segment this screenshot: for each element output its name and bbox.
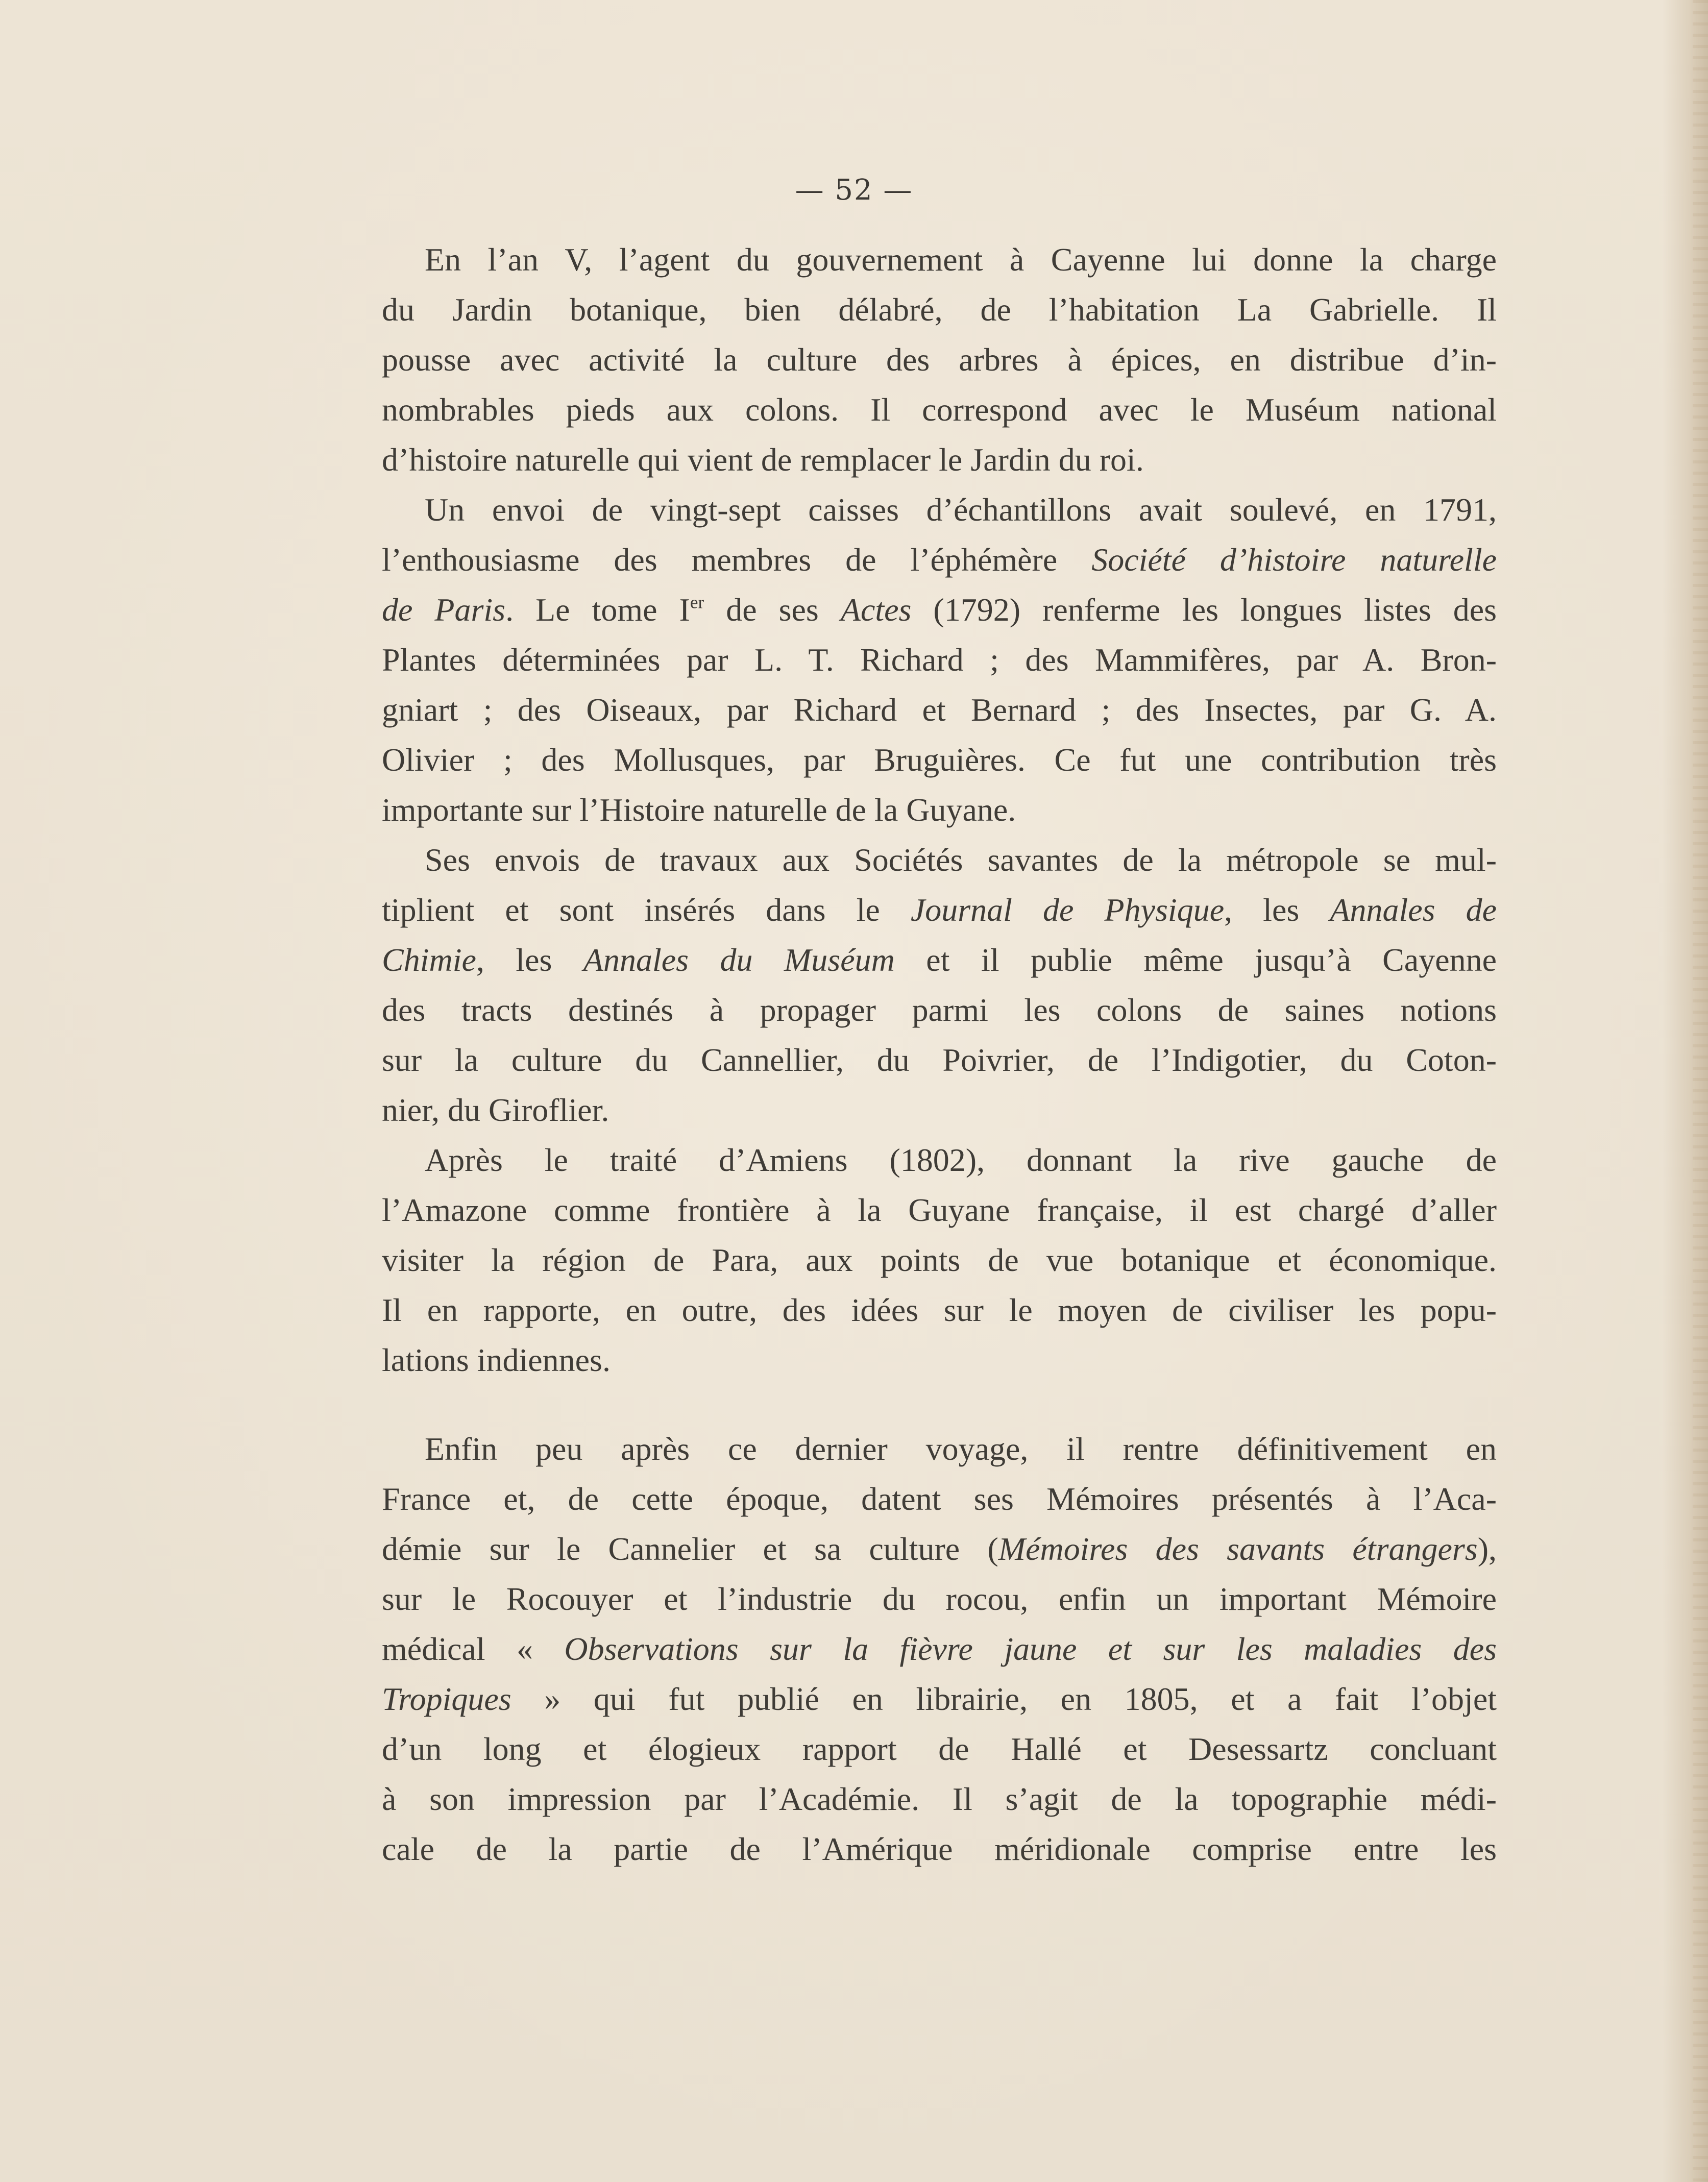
text-line bbox=[382, 685, 1497, 735]
text-line bbox=[382, 1424, 1497, 1474]
text-run: Plantes déterminées par L. T. Richard ; des Mammifères, par A. Bron- bbox=[382, 642, 1497, 678]
text-line bbox=[382, 1674, 1497, 1724]
text-run: tiplient et sont insérés dans le bbox=[382, 892, 911, 928]
text-run: et il publie même jusqu’à Cayenne bbox=[894, 942, 1497, 978]
text-run: Ses envois de travaux aux Sociétés savantes de la métropole se mul- bbox=[425, 842, 1497, 878]
text-run: visiter la région de Para, aux points de vue botanique et économique. bbox=[382, 1242, 1497, 1278]
text-line bbox=[382, 935, 1497, 985]
italic-title: Mémoires des savants étrangers bbox=[998, 1531, 1478, 1567]
paragraph bbox=[382, 1135, 1497, 1385]
text-line bbox=[382, 785, 1497, 835]
text-run: France et, de cette époque, datent ses Mémoires présentés à l’Aca- bbox=[382, 1481, 1497, 1517]
text-run: démie sur le Cannelier et sa culture ( bbox=[382, 1531, 998, 1567]
italic-title: Annales de bbox=[1330, 892, 1497, 928]
paragraph bbox=[382, 1424, 1497, 1874]
text-run: d’histoire naturelle qui vient de remplacer le Jardin du roi. bbox=[382, 442, 1144, 478]
text-run: nombrables pieds aux colons. Il correspond avec le Muséum national bbox=[382, 391, 1497, 428]
text-line bbox=[382, 1185, 1497, 1235]
text-run: nier, du Giroflier. bbox=[382, 1092, 609, 1128]
text-run: pousse avec activité la culture des arbres à épices, en distribue d’in- bbox=[382, 341, 1497, 378]
text-section-1 bbox=[382, 235, 1497, 1385]
text-run: gniart ; des Oiseaux, par Richard et Bernard ; des Insectes, par G. A. bbox=[382, 692, 1497, 728]
text-line bbox=[382, 585, 1497, 635]
text-run: de ses bbox=[704, 592, 841, 628]
text-run: En l’an V, l’agent du gouvernement à Cayenne lui donne la charge bbox=[425, 241, 1497, 278]
text-line bbox=[382, 435, 1497, 485]
text-line bbox=[382, 1235, 1497, 1285]
text-line bbox=[382, 1574, 1497, 1624]
text-run: . Le tome I bbox=[505, 592, 690, 628]
text-line bbox=[382, 1724, 1497, 1774]
text-line bbox=[382, 1085, 1497, 1135]
text-run: Il en rapporte, en outre, des idées sur le moyen de civiliser les popu- bbox=[382, 1292, 1497, 1328]
text-run: Olivier ; des Mollusques, par Bruguières. Ce fut une contribution très bbox=[382, 742, 1497, 778]
text-run: Enfin peu après ce dernier voyage, il rentre définitivement en bbox=[425, 1431, 1497, 1467]
italic-title: Annales du Muséum bbox=[583, 942, 895, 978]
text-line bbox=[382, 1624, 1497, 1674]
text-section-2 bbox=[382, 1424, 1497, 1874]
italic-title: Société d’histoire naturelle bbox=[1091, 542, 1497, 578]
text-run: importante sur l’Histoire naturelle de la Guyane. bbox=[382, 792, 1016, 828]
text-run: l’enthousiasme des membres de l’éphémère bbox=[382, 542, 1092, 578]
text-line bbox=[382, 485, 1497, 535]
text-line bbox=[382, 535, 1497, 585]
text-run: d’un long et élogieux rapport de Hallé et Desessartz concluant bbox=[382, 1731, 1497, 1767]
text-run: l’Amazone comme frontière à la Guyane française, il est chargé d’aller bbox=[382, 1192, 1497, 1228]
superscript: er bbox=[690, 592, 704, 612]
italic-title: Observations sur la fièvre jaune et sur les maladies des bbox=[564, 1631, 1497, 1667]
text-run: (1792) renferme les longues listes des bbox=[911, 592, 1497, 628]
text-run: Après le traité d’Amiens (1802), donnant la rive gauche de bbox=[425, 1142, 1497, 1178]
text-line bbox=[382, 1524, 1497, 1574]
text-line bbox=[382, 735, 1497, 785]
text-run: Un envoi de vingt-sept caisses d’échantillons avait soulevé, en 1791, bbox=[425, 492, 1497, 528]
text-line bbox=[382, 1824, 1497, 1874]
text-run: , les bbox=[476, 942, 583, 978]
text-line bbox=[382, 1135, 1497, 1185]
text-line bbox=[382, 1774, 1497, 1824]
text-line bbox=[382, 1035, 1497, 1085]
text-line bbox=[382, 335, 1497, 385]
italic-title: Journal de Physique bbox=[910, 892, 1225, 928]
text-line bbox=[382, 235, 1497, 285]
text-run: ), bbox=[1477, 1531, 1497, 1567]
paragraph bbox=[382, 835, 1497, 1135]
paragraph bbox=[382, 485, 1497, 835]
text-run: » qui fut publié en librairie, en 1805, et a fait l’objet bbox=[511, 1681, 1497, 1717]
text-line bbox=[382, 985, 1497, 1035]
text-run: à son impression par l’Académie. Il s’agit de la topographie médi- bbox=[382, 1781, 1497, 1817]
text-run: sur la culture du Cannellier, du Poivrier, de l’Indigotier, du Coton- bbox=[382, 1042, 1497, 1078]
page-edge-texture bbox=[1693, 0, 1708, 2182]
text-run: sur le Rocouyer et l’industrie du rocou, enfin un important Mémoire bbox=[382, 1581, 1497, 1617]
text-run: cale de la partie de l’Amérique méridionale comprise entre les bbox=[382, 1831, 1497, 1867]
italic-title: Chimie bbox=[382, 942, 476, 978]
text-line bbox=[382, 285, 1497, 335]
paragraph bbox=[382, 235, 1497, 485]
text-run: des tracts destinés à propager parmi les colons de saines notions bbox=[382, 992, 1497, 1028]
text-line bbox=[382, 1335, 1497, 1385]
text-line bbox=[382, 1285, 1497, 1335]
text-line bbox=[382, 885, 1497, 935]
text-run: lations indiennes. bbox=[382, 1342, 611, 1378]
text-run: du Jardin botanique, bien délabré, de l’habitation La Gabrielle. Il bbox=[382, 291, 1497, 328]
text-line bbox=[382, 385, 1497, 435]
page-number: — 52 — bbox=[795, 174, 913, 207]
text-line bbox=[382, 635, 1497, 685]
italic-title: Actes bbox=[840, 592, 912, 628]
text-line bbox=[382, 835, 1497, 885]
text-run: , les bbox=[1224, 892, 1330, 928]
text-line bbox=[382, 1474, 1497, 1524]
text-run: médical « bbox=[382, 1631, 565, 1667]
italic-title: de Paris bbox=[382, 592, 506, 628]
italic-title: Tropiques bbox=[382, 1681, 511, 1717]
